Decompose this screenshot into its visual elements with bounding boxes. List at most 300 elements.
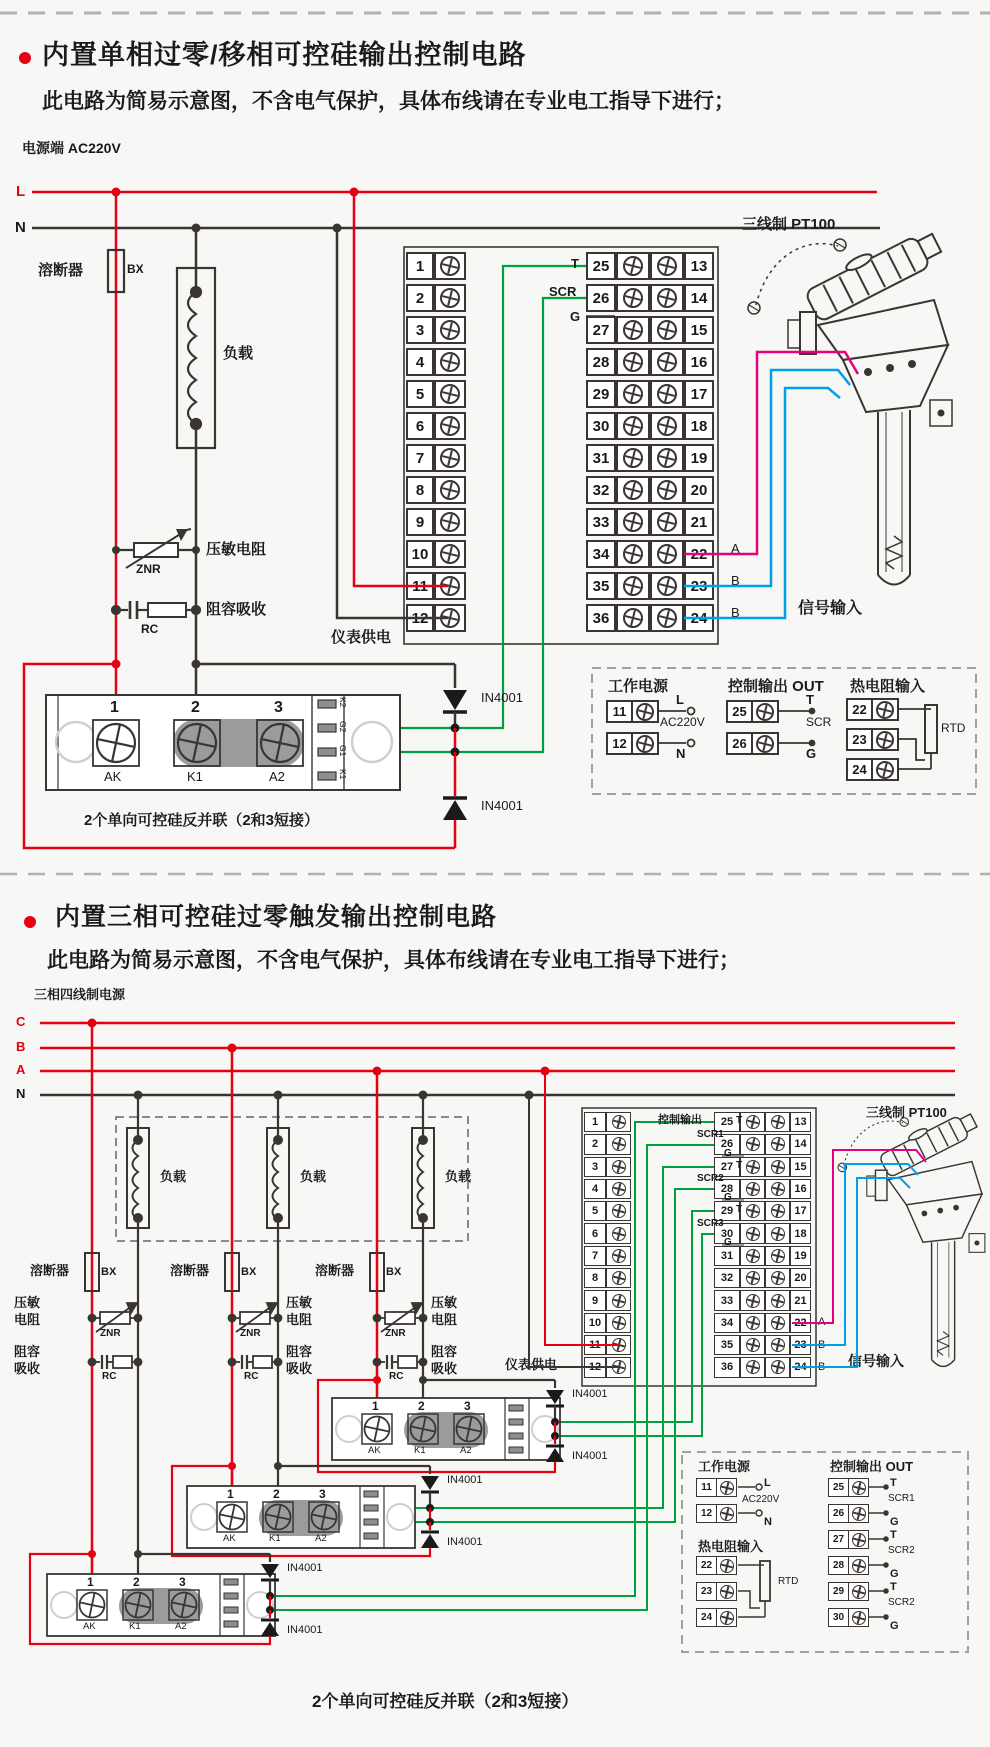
s1-side-k1: K1 [338, 769, 348, 780]
section2-title: 内置三相可控硅过零触发输出控制电路 [55, 903, 498, 931]
terminal-number: 1 [584, 1112, 606, 1132]
s2-panel-term-12 [696, 1504, 737, 1523]
s2-rtd-a-label: A [818, 1316, 826, 1328]
terminal-screw [434, 508, 466, 536]
s1-panel-n: N [676, 746, 686, 761]
s1-signal-input-label: 信号输入 [798, 600, 863, 617]
panel-terminal-screw [849, 1478, 869, 1497]
panel-terminal-screw [633, 700, 659, 723]
terminal-row [406, 284, 466, 312]
s1-load [177, 228, 215, 664]
terminal-number-right: 21 [684, 508, 714, 536]
terminal-screw [606, 1268, 631, 1288]
s2-panel-scr1: SCR1 [888, 1493, 915, 1504]
s2-panel-term-26 [828, 1504, 869, 1523]
s2-panel-term-23 [696, 1582, 737, 1601]
terminal-number-left: 27 [714, 1157, 740, 1177]
s2-znr1-l1: 压敏 [14, 1295, 41, 1310]
s1-module-caption: 2个单向可控硅反并联（2和3短接） [84, 812, 320, 829]
terminal-row [586, 604, 714, 632]
terminal-row [584, 1201, 631, 1221]
s2-ctrl-scr3: SCR3 [697, 1218, 724, 1229]
terminal-screw [434, 540, 466, 568]
terminal-screw [616, 348, 650, 376]
terminal-screw [434, 604, 466, 632]
s2-panel-term-11 [696, 1478, 737, 1497]
terminal-number-right: 19 [790, 1246, 811, 1266]
s2-m1-t2: 2 [418, 1399, 425, 1413]
s1-module-a2: A2 [269, 769, 285, 784]
terminal-screw [616, 412, 650, 440]
s1-panel-t: T [806, 692, 814, 707]
terminal-number-right: 13 [790, 1112, 811, 1132]
terminal-number-left: 25 [714, 1112, 740, 1132]
s2-m1-a2: A2 [460, 1445, 472, 1456]
panel-terminal-number: 24 [696, 1608, 717, 1627]
terminal-number-left: 34 [586, 540, 616, 568]
s2-phase-n: N [16, 1086, 26, 1101]
terminal-row [406, 348, 466, 376]
s2-ctrl-scr1: SCR1 [697, 1129, 724, 1140]
terminal-number-left: 30 [586, 412, 616, 440]
s1-power-source-label: 电源端 AC220V [22, 140, 121, 156]
s2-panel-rtd-title: 热电阻输入 [698, 1539, 764, 1554]
s2-pt100-probe [838, 1106, 985, 1367]
terminal-screw [606, 1134, 631, 1154]
terminal-row [586, 476, 714, 504]
terminal-screw [606, 1290, 631, 1310]
s2-panel-term-27 [828, 1530, 869, 1549]
s1-znr-label: 压敏电阻 [206, 541, 267, 558]
panel-terminal-screw [717, 1582, 737, 1601]
s2-rc1-l2: 吸收 [14, 1361, 41, 1376]
s1-panel-term-23 [846, 728, 899, 751]
terminal-screw [765, 1223, 790, 1243]
s2-fuse2-label: 溶断器 [170, 1263, 210, 1278]
terminal-number-right: 20 [790, 1268, 811, 1288]
s1-line-n-label: N [15, 219, 26, 236]
panel-terminal-screw [753, 700, 779, 723]
terminal-screw [650, 380, 684, 408]
terminal-row [714, 1201, 811, 1221]
s1-panel-ac220v: AC220V [660, 715, 705, 729]
s2-panel-term-29 [828, 1582, 869, 1601]
s1-out-scr-label: SCR [549, 284, 577, 299]
terminal-number-left: 32 [586, 476, 616, 504]
s2-panel-term-28 [828, 1556, 869, 1575]
terminal-number: 7 [584, 1246, 606, 1266]
panel-terminal-number: 27 [828, 1530, 849, 1549]
s2-panel-g3: G [890, 1620, 899, 1632]
s2-m3-a2: A2 [175, 1621, 187, 1632]
panel-terminal-number: 25 [726, 700, 753, 723]
s1-module-t2: 2 [191, 699, 200, 716]
terminal-screw [740, 1134, 765, 1154]
panel-terminal-screw [873, 758, 899, 781]
s1-rtd-b1-label: B [731, 573, 740, 588]
s1-module-t3: 3 [274, 699, 283, 716]
s2-phase-c: C [16, 1014, 26, 1029]
terminal-number-left: 29 [586, 380, 616, 408]
s2-rc2-l2: 吸收 [286, 1361, 313, 1376]
terminal-screw [650, 316, 684, 344]
s2-rc3-l2: 吸收 [431, 1361, 458, 1376]
terminal-row [586, 252, 714, 280]
terminal-screw [765, 1335, 790, 1355]
s2-fuse1-label: 溶断器 [30, 1263, 70, 1278]
panel-terminal-screw [717, 1504, 737, 1523]
terminal-screw [434, 444, 466, 472]
s2-panel-l: L [764, 1477, 771, 1489]
panel-terminal-screw [633, 732, 659, 755]
terminal-screw [616, 284, 650, 312]
terminal-row [586, 412, 714, 440]
terminal-number: 4 [406, 348, 434, 376]
panel-terminal-number: 12 [696, 1504, 717, 1523]
s1-side-g2: G2 [338, 721, 348, 733]
s2-fuse3-label: 溶断器 [315, 1263, 355, 1278]
s2-m3-t3: 3 [179, 1575, 186, 1589]
terminal-screw [765, 1112, 790, 1132]
s2-load3-label: 负载 [445, 1169, 472, 1184]
s2-m1-t3: 3 [464, 1399, 471, 1413]
terminal-row [586, 508, 714, 536]
terminal-number-right: 20 [684, 476, 714, 504]
terminal-screw [740, 1246, 765, 1266]
terminal-screw [740, 1335, 765, 1355]
s2-rtd-b1-label: B [818, 1339, 826, 1351]
s1-panel-rtd-title: 热电阻输入 [850, 678, 926, 695]
s2-rc1-code: RC [102, 1371, 117, 1382]
terminal-row [406, 412, 466, 440]
terminal-row [584, 1313, 631, 1333]
terminal-number: 4 [584, 1179, 606, 1199]
terminal-row [586, 284, 714, 312]
terminal-screw [650, 604, 684, 632]
s2-ctrl-g1: G [724, 1148, 732, 1159]
s1-out-t-label: T [571, 256, 579, 271]
s1-pt100-probe [748, 222, 952, 584]
terminal-screw [616, 380, 650, 408]
s2-signal-input-label: 信号输入 [848, 1353, 904, 1369]
s2-rc1-l1: 阻容 [14, 1344, 41, 1359]
terminal-screw [765, 1357, 790, 1377]
terminal-number-left: 35 [714, 1335, 740, 1355]
terminal-screw [606, 1201, 631, 1221]
terminal-screw [740, 1268, 765, 1288]
s1-diode2-label: IN4001 [481, 798, 523, 813]
terminal-screw [434, 316, 466, 344]
terminal-row [584, 1246, 631, 1266]
terminal-number-right: 15 [790, 1157, 811, 1177]
terminal-number-right: 23 [684, 572, 714, 600]
terminal-row [714, 1157, 811, 1177]
s1-panel-term-12 [606, 732, 659, 755]
s2-ctrl-g2: G [724, 1192, 732, 1203]
s2-rtd-b2-label: B [818, 1361, 826, 1373]
terminal-screw [616, 508, 650, 536]
s2-znr2-code: ZNR [240, 1328, 261, 1339]
panel-terminal-number: 29 [828, 1582, 849, 1601]
terminal-screw [740, 1313, 765, 1333]
terminal-screw [616, 476, 650, 504]
panel-terminal-number: 24 [846, 758, 873, 781]
terminal-row [584, 1335, 631, 1355]
terminal-number-right: 22 [684, 540, 714, 568]
s2-m1-k1: K1 [414, 1445, 426, 1456]
s2-znr3-code: ZNR [385, 1328, 406, 1339]
terminal-number: 10 [406, 540, 434, 568]
s2-terminal-strip-left [584, 1112, 631, 1380]
panel-terminal-screw [873, 698, 899, 721]
terminal-row [584, 1112, 631, 1132]
s1-panel-term-11 [606, 700, 659, 723]
terminal-row [714, 1268, 811, 1288]
terminal-screw [606, 1313, 631, 1333]
panel-terminal-screw [717, 1556, 737, 1575]
terminal-row [406, 316, 466, 344]
s2-module-caption: 2个单向可控硅反并联（2和3短接） [312, 1692, 579, 1711]
terminal-number-left: 26 [714, 1134, 740, 1154]
panel-terminal-screw [849, 1556, 869, 1575]
terminal-row [406, 380, 466, 408]
panel-terminal-screw [873, 728, 899, 751]
terminal-screw [606, 1223, 631, 1243]
terminal-screw [616, 444, 650, 472]
s1-module-ak: AK [104, 769, 122, 784]
terminal-number: 12 [584, 1357, 606, 1377]
terminal-number: 1 [406, 252, 434, 280]
panel-terminal-number: 30 [828, 1608, 849, 1627]
s2-panel-t2: T [890, 1529, 897, 1541]
terminal-row [584, 1157, 631, 1177]
terminal-screw [765, 1201, 790, 1221]
s1-panel-g: G [806, 746, 817, 761]
terminal-number-right: 24 [684, 604, 714, 632]
terminal-number-left: 31 [586, 444, 616, 472]
panel-terminal-number: 25 [828, 1478, 849, 1497]
terminal-screw [434, 252, 466, 280]
terminal-screw [650, 412, 684, 440]
s2-panel-ac220v: AC220V [742, 1494, 780, 1505]
s2-panel-power-title: 工作电源 [698, 1459, 751, 1474]
panel-terminal-number: 11 [696, 1478, 717, 1497]
terminal-number-right: 16 [684, 348, 714, 376]
s2-panel-term-24 [696, 1608, 737, 1627]
s2-panel-scr3: SCR2 [888, 1597, 915, 1608]
terminal-screw [765, 1246, 790, 1266]
terminal-number-right: 15 [684, 316, 714, 344]
s1-terminal-strip-left [406, 252, 466, 636]
terminal-number-left: 28 [714, 1179, 740, 1199]
s1-znr-code: ZNR [136, 562, 161, 576]
panel-terminal-number: 22 [696, 1556, 717, 1575]
terminal-row [584, 1134, 631, 1154]
terminal-row [584, 1268, 631, 1288]
terminal-screw [740, 1223, 765, 1243]
s2-fuse3-code: BX [386, 1266, 402, 1278]
terminal-screw [765, 1157, 790, 1177]
terminal-row [714, 1246, 811, 1266]
terminal-number: 10 [584, 1313, 606, 1333]
terminal-row [714, 1112, 811, 1132]
s2-m2-ak: AK [223, 1533, 236, 1544]
terminal-number-right: 22 [790, 1313, 811, 1333]
s2-panel-t3: T [890, 1581, 897, 1593]
s1-load-label: 负载 [223, 345, 254, 362]
terminal-screw [434, 572, 466, 600]
terminal-number-left: 32 [714, 1268, 740, 1288]
s1-fuse-label: 溶断器 [38, 262, 84, 279]
s2-ctrl-g3: G [724, 1237, 732, 1248]
terminal-number-left: 30 [714, 1223, 740, 1243]
s2-m2-diode1-label: IN4001 [447, 1474, 483, 1486]
terminal-row [584, 1223, 631, 1243]
terminal-number: 8 [406, 476, 434, 504]
terminal-number: 2 [406, 284, 434, 312]
s1-panel-term-24 [846, 758, 899, 781]
terminal-row [406, 540, 466, 568]
s2-m3-t1: 1 [87, 1575, 94, 1589]
terminal-screw [650, 508, 684, 536]
terminal-row [714, 1290, 811, 1310]
s2-pt100-title: 三线制 PT100 [866, 1105, 947, 1120]
section1-subtitle: 此电路为简易示意图，不含电气保护，具体布线请在专业电工指导下进行； [42, 90, 735, 113]
terminal-number-right: 16 [790, 1179, 811, 1199]
panel-terminal-screw [717, 1608, 737, 1627]
s2-m2-diode2-label: IN4001 [447, 1536, 483, 1548]
panel-terminal-screw [849, 1530, 869, 1549]
terminal-row [406, 508, 466, 536]
s1-panel-term-22 [846, 698, 899, 721]
s2-phase-b: B [16, 1039, 26, 1054]
panel-terminal-number: 23 [846, 728, 873, 751]
panel-terminal-number: 26 [828, 1504, 849, 1523]
s2-panel-n: N [764, 1516, 772, 1528]
s2-panel-g1: G [890, 1516, 899, 1528]
terminal-screw [765, 1313, 790, 1333]
terminal-number-right: 17 [684, 380, 714, 408]
panel-terminal-number: 22 [846, 698, 873, 721]
terminal-row [406, 476, 466, 504]
terminal-screw [616, 316, 650, 344]
terminal-number: 11 [406, 572, 434, 600]
terminal-number: 2 [584, 1134, 606, 1154]
terminal-screw [765, 1134, 790, 1154]
panel-terminal-screw [849, 1582, 869, 1601]
terminal-row [714, 1357, 811, 1377]
terminal-number: 9 [406, 508, 434, 536]
terminal-row [586, 348, 714, 376]
terminal-screw [606, 1112, 631, 1132]
s2-m2-t1: 1 [227, 1487, 234, 1501]
terminal-number: 9 [584, 1290, 606, 1310]
terminal-screw [740, 1201, 765, 1221]
s2-panel-t1: T [890, 1477, 897, 1489]
panel-terminal-number: 26 [726, 732, 753, 755]
terminal-screw [740, 1179, 765, 1199]
panel-terminal-screw [849, 1504, 869, 1523]
terminal-number-left: 26 [586, 284, 616, 312]
terminal-screw [606, 1357, 631, 1377]
terminal-number-left: 33 [714, 1290, 740, 1310]
s2-load2-label: 负载 [300, 1169, 327, 1184]
terminal-screw [765, 1179, 790, 1199]
terminal-number-right: 17 [790, 1201, 811, 1221]
s2-ctrl-t2: T [736, 1160, 743, 1171]
s1-rtd-a-label: A [731, 541, 740, 556]
terminal-screw [740, 1157, 765, 1177]
s1-fuse-code: BX [127, 262, 144, 276]
terminal-row [584, 1179, 631, 1199]
s2-phase-a: A [16, 1062, 26, 1077]
terminal-number-right: 24 [790, 1357, 811, 1377]
s1-panel-power-title: 工作电源 [608, 678, 669, 695]
terminal-number-right: 13 [684, 252, 714, 280]
s2-m3-ak: AK [83, 1621, 96, 1632]
s1-rc-label: 阻容吸收 [206, 601, 267, 618]
terminal-number: 6 [584, 1223, 606, 1243]
s2-panel-out-title: 控制输出 OUT [830, 1459, 914, 1474]
terminal-number-right: 14 [790, 1134, 811, 1154]
terminal-screw [434, 348, 466, 376]
terminal-screw [740, 1290, 765, 1310]
s1-rc-code: RC [141, 622, 159, 636]
s2-panel-term-30 [828, 1608, 869, 1627]
terminal-row [584, 1290, 631, 1310]
terminal-number-left: 28 [586, 348, 616, 376]
s2-power-source-label: 三相四线制电源 [34, 987, 126, 1002]
terminal-screw [606, 1335, 631, 1355]
s2-panel-term-25 [828, 1478, 869, 1497]
s2-znr2-l2: 电阻 [286, 1312, 313, 1327]
s2-scr-module-3 [30, 1550, 279, 1644]
s2-znr2-l1: 压敏 [286, 1295, 313, 1310]
s2-m1-ak: AK [368, 1445, 381, 1456]
terminal-number-left: 34 [714, 1313, 740, 1333]
s2-m3-k1: K1 [129, 1621, 141, 1632]
terminal-row [586, 380, 714, 408]
s2-m2-t3: 3 [319, 1487, 326, 1501]
terminal-number-right: 23 [790, 1335, 811, 1355]
terminal-screw [606, 1157, 631, 1177]
terminal-screw [650, 476, 684, 504]
terminal-row [406, 572, 466, 600]
terminal-screw [434, 284, 466, 312]
s1-module-t1: 1 [110, 699, 119, 716]
terminal-screw [606, 1179, 631, 1199]
terminal-number: 11 [584, 1335, 606, 1355]
terminal-number-left: 29 [714, 1201, 740, 1221]
terminal-number-left: 36 [586, 604, 616, 632]
s2-m3-t2: 2 [133, 1575, 140, 1589]
terminal-row [586, 572, 714, 600]
s1-meter-supply-label: 仪表供电 [331, 629, 392, 646]
terminal-screw [434, 476, 466, 504]
s2-power-lines [40, 1019, 955, 1100]
s2-ctrl-t3: T [736, 1204, 743, 1215]
terminal-number: 3 [406, 316, 434, 344]
terminal-screw [616, 540, 650, 568]
s2-fuse2-code: BX [241, 1266, 257, 1278]
section2-subtitle: 此电路为简易示意图，不含电气保护，具体布线请在专业电工指导下进行； [47, 949, 740, 972]
terminal-row [406, 604, 466, 632]
terminal-row [586, 316, 714, 344]
section1-title: 内置单相过零/移相可控硅输出控制电路 [42, 40, 527, 70]
s2-scr-module-2 [172, 1462, 439, 1556]
terminal-number-right: 14 [684, 284, 714, 312]
terminal-number-right: 18 [684, 412, 714, 440]
